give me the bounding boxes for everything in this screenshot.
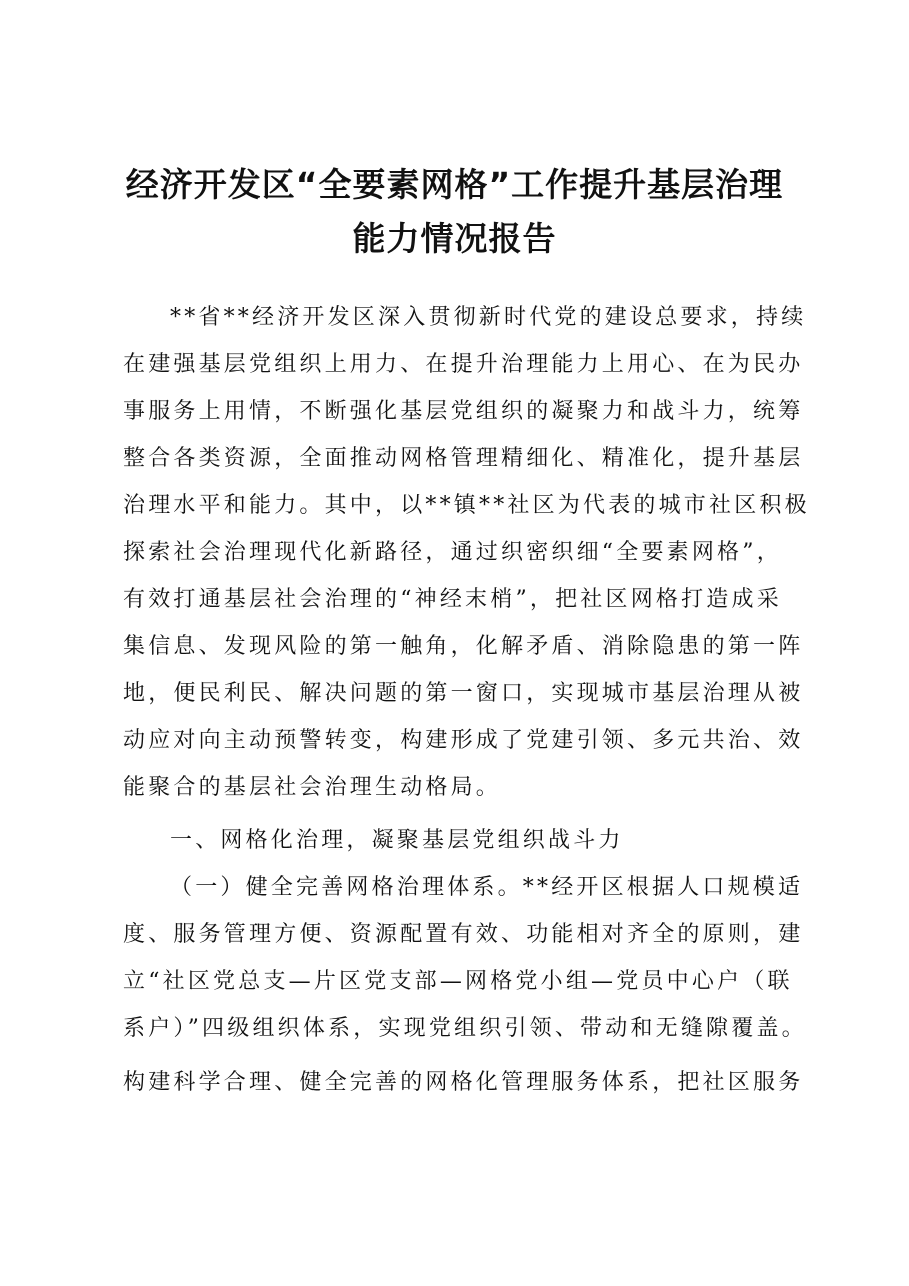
body-text-line: 治理水平和能力。其中，以**镇**社区为代表的城市社区积极 (123, 493, 810, 518)
body-text-line: 动应对向主动预警转变，构建形成了党建引领、多元共治、效 (123, 728, 804, 753)
body-text-line: 在建强基层党组织上用力、在提升治理能力上用心、在为民办 (123, 352, 804, 377)
body-text-line: 整合各类资源，全面推动网格管理精细化、精准化，提升基层 (123, 446, 804, 471)
body-text-line: 度、服务管理方便、资源配置有效、功能相对齐全的原则，建 (123, 922, 804, 947)
body-text-line: 有效打通基层社会治理的“神经末梢”，把社区网格打造成采 (123, 587, 782, 612)
body-text-line: **省**经济开发区深入贯彻新时代党的建设总要求，持续 (170, 305, 807, 330)
body-text-line: 能聚合的基层社会治理生动格局。 (123, 775, 502, 800)
body-text-line: 系户）”四级组织体系，实现党组织引领、带动和无缝隙覆盖。 (123, 1016, 807, 1041)
body-text-line: 集信息、发现风险的第一触角，化解矛盾、消除隐患的第一阵 (123, 634, 804, 659)
body-text-line: 地，便民利民、解决问题的第一窗口，实现城市基层治理从被 (123, 681, 804, 706)
document-title-line-2: 能力情况报告 (352, 219, 557, 258)
body-text-line: 探索社会治理现代化新路径，通过织密织细“全要素网格”， (123, 540, 782, 565)
body-text-line: 事服务上用情，不断强化基层党组织的凝聚力和战斗力，统筹 (123, 399, 804, 424)
document-title-line-1: 经济开发区“全要素网格”工作提升基层治理 (125, 165, 784, 204)
body-text-line: 立“社区党总支—片区党支部—网格党小组—党员中心户（联 (123, 969, 793, 994)
body-text-line: 构建科学合理、健全完善的网格化管理服务体系，把社区服务 (123, 1070, 804, 1095)
body-text-line: （一）健全完善网格治理体系。**经开区根据人口规模适 (170, 875, 804, 900)
section-heading: 一、网格化治理，凝聚基层党组织战斗力 (170, 828, 624, 853)
